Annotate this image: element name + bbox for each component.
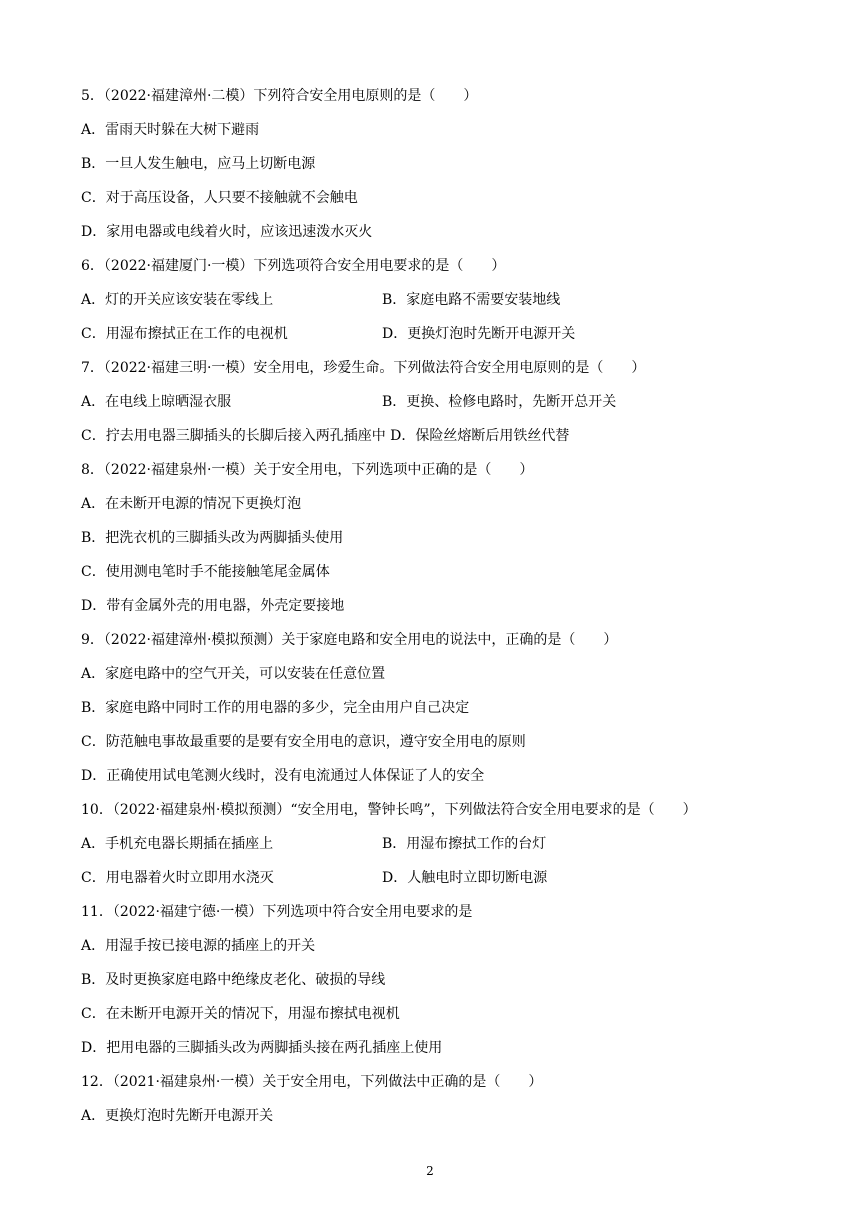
option-row [81,289,801,323]
option-line: C．拧去用电器三脚插头的长脚后接入两孔插座中 D．保险丝熔断后用铁丝代替 [81,428,570,444]
option-line: B．及时更换家庭电路中绝缘皮老化、破损的导线 [81,972,386,988]
option-line: A．家庭电路中的空气开关，可以安装在任意位置 [81,666,386,682]
option-row [81,323,801,357]
option-line: B．一旦人发生触电，应马上切断电源 [81,156,316,172]
page-number: 2 [426,1164,434,1178]
option-c: C．用湿布擦拭正在工作的电视机 [81,326,288,342]
option-line: A．用湿手按已接电源的插座上的开关 [81,938,316,954]
option-c: C．用电器着火时立即用水浇灭 [81,870,274,886]
question-stem: 10．（2022·福建泉州·模拟预测）“安全用电，警钟长鸣”，下列做法符合安全用电要求的是（ ） [81,802,697,818]
option-line: D．把用电器的三脚插头改为两脚插头接在两孔插座上使用 [81,1040,443,1056]
option-row [81,833,801,867]
option-a: A．手机充电器长期插在插座上 [81,836,274,852]
option-line: C．在未断开电源开关的情况下，用湿布擦拭电视机 [81,1006,400,1022]
option-row [81,391,801,425]
option-line: A．在未断开电源的情况下更换灯泡 [81,496,302,512]
option-b: B．更换、检修电路时，先断开总开关 [382,394,617,410]
question-stem: 12．（2021·福建泉州·一模）关于安全用电，下列做法中正确的是（ ） [81,1074,543,1090]
option-line: A．更换灯泡时先断开电源开关 [81,1108,274,1124]
option-line: A．雷雨天时躲在大树下避雨 [81,122,260,138]
option-line: D．带有金属外壳的用电器，外壳定要接地 [81,598,345,614]
question-stem: 8．（2022·福建泉州·一模）关于安全用电，下列选项中正确的是（ ） [81,462,534,478]
option-line: D．家用电器或电线着火时，应该迅速泼水灭火 [81,224,373,240]
option-row [81,867,801,901]
option-a: A．灯的开关应该安装在零线上 [81,292,274,308]
question-stem: 5．（2022·福建漳州·二模）下列符合安全用电原则的是（ ） [81,88,478,104]
option-a: A．在电线上晾晒湿衣服 [81,394,232,410]
option-d: D．人触电时立即切断电源 [382,870,548,886]
question-stem: 9．（2022·福建漳州·模拟预测）关于家庭电路和安全用电的说法中，正确的是（ ） [81,632,618,648]
option-line: C．对于高压设备，人只要不接触就不会触电 [81,190,358,206]
question-stem: 6．（2022·福建厦门·一模）下列选项符合安全用电要求的是（ ） [81,258,506,274]
option-line: D．正确使用试电笔测火线时，没有电流通过人体保证了人的安全 [81,768,485,784]
option-line: B．把洗衣机的三脚插头改为两脚插头使用 [81,530,344,546]
option-b: B．家庭电路不需要安装地线 [382,292,561,308]
option-line: B．家庭电路中同时工作的用电器的多少，完全由用户自己决定 [81,700,470,716]
question-stem: 7．（2022·福建三明·一模）安全用电，珍爱生命。下列做法符合安全用电原则的是（ ） [81,360,646,376]
option-line: C．使用测电笔时手不能接触笔尾金属体 [81,564,330,580]
question-list [81,85,801,1139]
option-line: C．防范触电事故最重要的是要有安全用电的意识，遵守安全用电的原则 [81,734,526,750]
question-stem: 11．（2022·福建宁德·一模）下列选项中符合安全用电要求的是 [81,904,473,920]
option-d: D．更换灯泡时先断开电源开关 [382,326,576,342]
option-b: B．用湿布擦拭工作的台灯 [382,836,547,852]
